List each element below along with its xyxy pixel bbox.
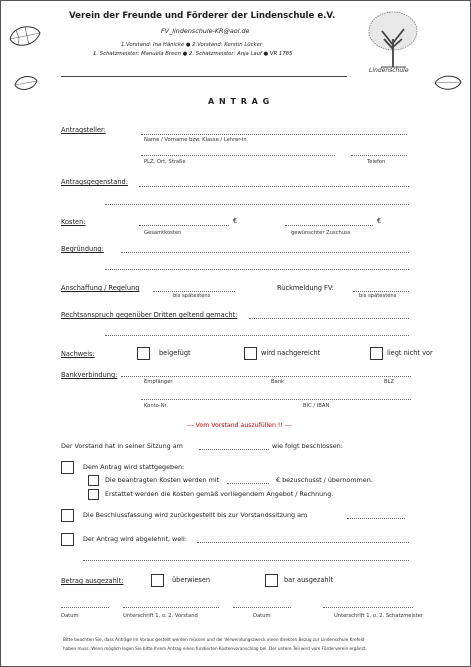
name-hint: Name / Vorname bzw. Klasse / Lehrer-in — [144, 137, 247, 143]
euro-symbol-2: € — [377, 217, 382, 225]
stattgegeben-label: Dem Antrag wird stattgegeben: — [83, 463, 185, 471]
datum-line-2[interactable] — [233, 607, 291, 608]
nachgereicht-label: wird nachgereicht — [261, 349, 321, 357]
betrag-label: Betrag ausgezahlt: — [61, 577, 124, 585]
nachgereicht-checkbox[interactable] — [244, 347, 257, 360]
address-line[interactable] — [141, 155, 335, 156]
schatzmeister-signature-line[interactable] — [323, 607, 413, 608]
zurueckgestellt-date-line[interactable] — [347, 518, 405, 519]
board-line-1: 1.Vorstand: Ina Hänicke ● 2.Vorstand: Kerstin Lücker — [121, 42, 263, 48]
telefon-hint: Telefon — [367, 159, 386, 165]
datum-line-1[interactable] — [61, 607, 109, 608]
vorstand-signature-hint: Unterschrift 1. o. 2. Vorstand — [123, 613, 198, 619]
gesamtkosten-hint: Gesamtkosten — [144, 230, 182, 236]
zuschuss-line[interactable] — [285, 225, 373, 226]
ueberwiesen-checkbox[interactable] — [151, 574, 164, 587]
board-line-2: 1. Schatzmeister: Manuela Breen ● 2. Schatzmeister: Anja Lauf ● VR 1785 — [93, 51, 293, 57]
footer-line-1: Bitte beachten Sie, dass Anträge im Voraus gestellt werden müssen und der Verwendungszweck einen direkten Bezug zur Lindenschule Krefeld — [63, 637, 365, 642]
bezuschusst-amount-line[interactable] — [227, 483, 269, 484]
bezuschusst-prefix: Die beantragten Kosten werden mit — [105, 476, 220, 484]
rueckmeldung-line[interactable] — [353, 291, 409, 292]
abgelehnt-checkbox[interactable] — [61, 533, 74, 546]
bezuschusst-checkbox[interactable] — [88, 475, 99, 486]
sitzung-suffix: wie folgt beschlossen: — [272, 442, 343, 450]
logo-caption: Lindenschule — [369, 67, 409, 74]
zurueckgestellt-checkbox[interactable] — [61, 509, 74, 522]
kosten-label: Kosten: — [61, 218, 86, 226]
gegenstand-line-2[interactable] — [105, 204, 409, 205]
tree-logo-icon — [366, 9, 420, 69]
bic-hint: BIC / IBAN — [303, 403, 330, 409]
bar-label: bar ausgezahlt — [284, 576, 334, 584]
plz-hint: PLZ, Ort, Straße — [144, 159, 186, 165]
abgelehnt-line-2[interactable] — [83, 560, 409, 561]
rechtsanspruch-label: Rechtsanspruch gegenüber Dritten geltend gemacht: — [61, 311, 238, 319]
anschaffung-label: Anschaffung / Regelung — [61, 284, 140, 292]
euro-symbol-1: € — [233, 217, 238, 225]
anschaffung-line[interactable] — [153, 291, 235, 292]
leaf-right-icon — [433, 73, 463, 93]
bankverbindung-label: Bankverbindung: — [61, 371, 118, 379]
schatzmeister-signature-hint: Unterschrift 1. o. 2. Schatzmeister — [334, 613, 423, 619]
begruendung-line-1[interactable] — [121, 252, 409, 253]
ueberwiesen-label: überwiesen — [172, 576, 211, 584]
antragsteller-label: Antragsteller: — [61, 126, 106, 134]
abgelehnt-line-1[interactable] — [197, 542, 409, 543]
bis-spaetestens-1: bis spätestens — [173, 293, 211, 299]
vorstand-signature-line[interactable] — [123, 607, 219, 608]
stattgegeben-checkbox[interactable] — [61, 461, 74, 474]
form-title: A N T R A G — [208, 97, 271, 106]
datum-hint-1: Datum — [61, 613, 79, 619]
nachweis-label: Nachweis: — [61, 350, 95, 358]
zurueckgestellt-label: Die Beschlussfassung wird zurückgestellt bis zur Vorstandssitzung am — [83, 511, 308, 519]
bank-line-1[interactable] — [121, 376, 411, 377]
abgelehnt-label: Der Antrag wird abgelehnt, weil: — [83, 535, 187, 543]
datum-hint-2: Datum — [253, 613, 271, 619]
empfaenger-hint: Empfänger — [144, 379, 173, 385]
gegenstand-label: Antragsgegenstand: — [61, 178, 128, 186]
vorstand-heading: --- Vom Vorstand auszufüllen !! --- — [187, 422, 292, 429]
club-email: FV_lindenschule-KR@aol.de — [161, 27, 250, 35]
begruendung-line-2[interactable] — [105, 269, 409, 270]
rechtsanspruch-line-2[interactable] — [105, 335, 409, 336]
club-title: Verein der Freunde und Förderer der Lindenschule e.V. — [69, 11, 336, 21]
bank-line-2[interactable] — [141, 399, 411, 400]
blz-hint: BLZ — [384, 379, 395, 385]
footer-line-2: haben muss. Wenn möglich legen Sie bitte Ihrem Antrag einen fundierten Kostenvoranschlag bei. Der untere Teil wird vom Förderverein ergänzt. — [63, 646, 367, 651]
gesamtkosten-line[interactable] — [139, 225, 229, 226]
gegenstand-line-1[interactable] — [139, 186, 409, 187]
rechtsanspruch-line-1[interactable] — [249, 318, 409, 319]
zuschuss-hint: gewünschter Zuschuss — [291, 230, 351, 236]
erstattet-label: Erstattet werden die Kosten gemäß vorliegendem Angebot / Rechnung. — [105, 490, 334, 498]
bezuschusst-suffix: € bezuschusst / übernommen. — [276, 476, 373, 484]
leaf-left-icon — [7, 21, 43, 51]
begruendung-label: Begründung: — [61, 245, 104, 253]
sitzung-prefix: Der Vorstand hat in seiner Sitzung am — [61, 442, 183, 450]
header-rule — [61, 76, 347, 77]
beigefuegt-label: beigefügt — [159, 349, 191, 357]
konto-hint: Konto-Nr. — [144, 403, 168, 409]
liegt-nicht-vor-label: liegt nicht vor — [387, 349, 433, 357]
bis-spaetestens-2: bis spätestens — [359, 293, 397, 299]
rueckmeldung-label: Rückmeldung FV: — [277, 284, 335, 292]
phone-line[interactable] — [351, 155, 407, 156]
leaf-left-small-icon — [13, 73, 39, 93]
erstattet-checkbox[interactable] — [88, 489, 99, 500]
antragsteller-line[interactable] — [141, 134, 407, 135]
beigefuegt-checkbox[interactable] — [137, 347, 150, 360]
bank-hint: Bank — [271, 379, 285, 385]
bar-checkbox[interactable] — [265, 574, 278, 587]
liegt-nicht-vor-checkbox[interactable] — [370, 347, 383, 360]
sitzung-date-line[interactable] — [199, 449, 269, 450]
